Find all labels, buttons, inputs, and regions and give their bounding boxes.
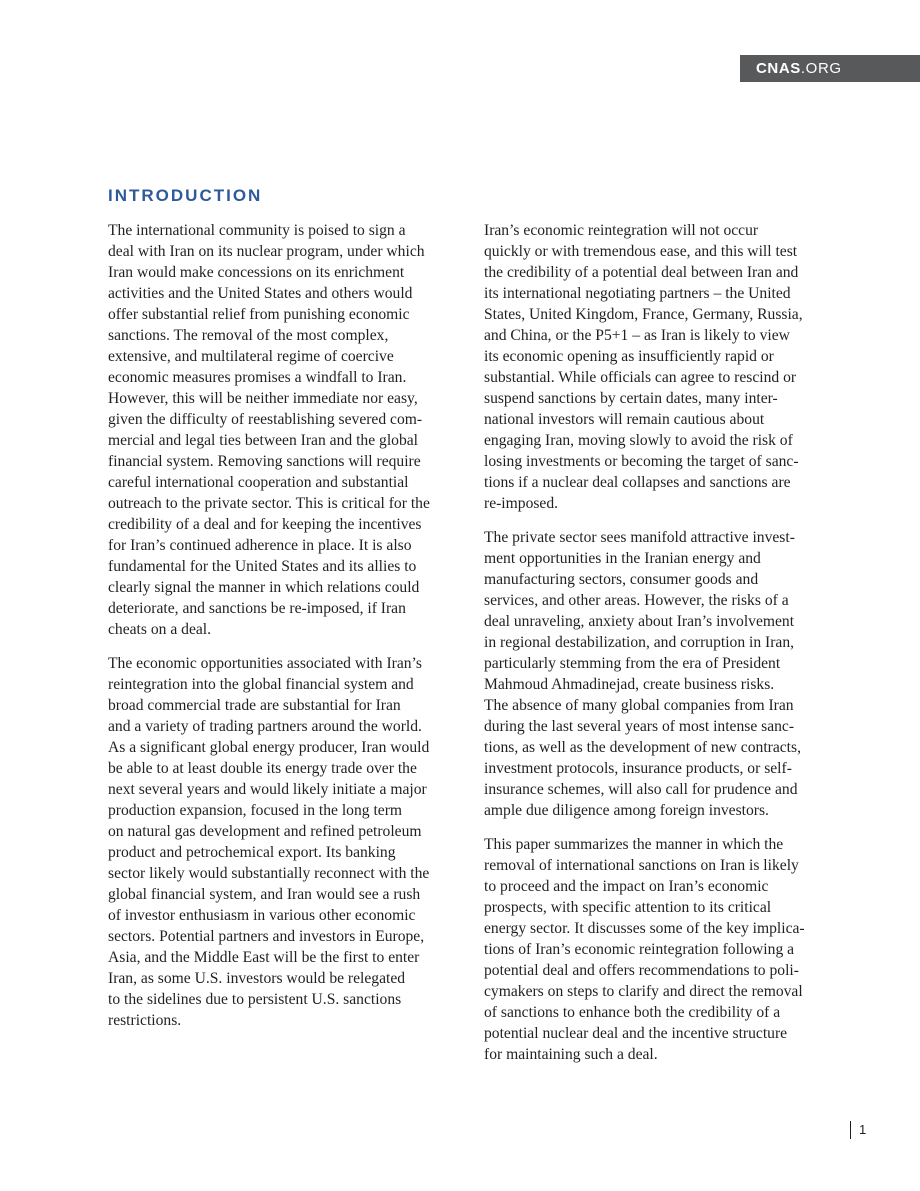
paragraph bbox=[108, 653, 452, 1031]
text-line: Iran’s economic reintegration will not occur bbox=[484, 222, 759, 239]
text-line: to proceed and the impact on Iran’s economic bbox=[484, 878, 769, 895]
text-line: Iran would make concessions on its enrichment bbox=[108, 264, 405, 281]
text-line: of sanctions to enhance both the credibility of a bbox=[484, 1004, 781, 1021]
text-line: losing investments or becoming the target of sanc- bbox=[484, 453, 799, 470]
text-line: clearly signal the manner in which relations could bbox=[108, 579, 420, 596]
text-line: However, this will be neither immediate nor easy, bbox=[108, 390, 418, 407]
text-line: its international negotiating partners – the United bbox=[484, 285, 791, 302]
section-title: INTRODUCTION bbox=[108, 186, 263, 205]
site-badge bbox=[740, 55, 920, 82]
paragraph bbox=[484, 834, 828, 1065]
text-line: and a variety of trading partners around the world. bbox=[108, 718, 422, 735]
left-column bbox=[108, 220, 452, 1044]
text-line: offer substantial relief from punishing economic bbox=[108, 306, 410, 323]
text-line: suspend sanctions by certain dates, many inter- bbox=[484, 390, 778, 407]
paragraph bbox=[484, 527, 828, 821]
text-line: substantial. While officials can agree to rescind or bbox=[484, 369, 797, 386]
text-line: given the difficulty of reestablishing severed com- bbox=[108, 411, 423, 428]
text-line: during the last several years of most intense sanc- bbox=[484, 718, 795, 735]
text-line: manufacturing sectors, consumer goods and bbox=[484, 571, 759, 588]
text-line: credibility of a deal and for keeping the incentives bbox=[108, 516, 422, 533]
text-line: As a significant global energy producer, Iran would bbox=[108, 739, 430, 756]
text-line: tions, as well as the development of new contracts, bbox=[484, 739, 801, 756]
text-line: deal unraveling, anxiety about Iran’s involvement bbox=[484, 613, 795, 630]
text-line: cheats on a deal. bbox=[108, 621, 212, 638]
text-line: prospects, with specific attention to its critical bbox=[484, 899, 772, 916]
text-line: to the sidelines due to persistent U.S. sanctions bbox=[108, 991, 402, 1008]
text-line: for maintaining such a deal. bbox=[484, 1046, 658, 1063]
text-line: deteriorate, and sanctions be re-imposed, if Iran bbox=[108, 600, 406, 617]
text-line: of investor enthusiasm in various other economic bbox=[108, 907, 416, 924]
text-line: potential nuclear deal and the incentive structure bbox=[484, 1025, 788, 1042]
text-line: on natural gas development and refined petroleum bbox=[108, 823, 422, 840]
text-line: Mahmoud Ahmadinejad, create business risks. bbox=[484, 676, 775, 693]
text-line: The absence of many global companies from Iran bbox=[484, 697, 794, 714]
text-line: national investors will remain cautious about bbox=[484, 411, 765, 428]
text-line: This paper summarizes the manner in which the bbox=[484, 836, 784, 853]
text-line: deal with Iran on its nuclear program, under which bbox=[108, 243, 425, 260]
paragraph bbox=[108, 220, 452, 640]
right-column bbox=[484, 220, 828, 1078]
text-line: The private sector sees manifold attractive invest- bbox=[484, 529, 795, 546]
site-badge-name: CNAS bbox=[756, 60, 801, 77]
text-line: tions if a nuclear deal collapses and sanctions are bbox=[484, 474, 791, 491]
text-line: and China, or the P5+1 – as Iran is likely to view bbox=[484, 327, 790, 344]
page-number: 1 bbox=[850, 1121, 866, 1139]
text-line: cymakers on steps to clarify and direct the removal bbox=[484, 983, 803, 1000]
text-line: States, United Kingdom, France, Germany, Russia, bbox=[484, 306, 803, 323]
text-line: insurance schemes, will also call for prudence and bbox=[484, 781, 798, 798]
text-line: tions of Iran’s economic reintegration following a bbox=[484, 941, 795, 958]
text-line: global financial system, and Iran would see a rush bbox=[108, 886, 421, 903]
text-line: activities and the United States and others would bbox=[108, 285, 413, 302]
text-line: ample due diligence among foreign investors. bbox=[484, 802, 769, 819]
text-line: Iran, as some U.S. investors would be relegated bbox=[108, 970, 406, 987]
text-line: next several years and would likely initiate a major bbox=[108, 781, 427, 798]
text-line: sector likely would substantially reconnect with the bbox=[108, 865, 430, 882]
site-badge-domain: .ORG bbox=[800, 60, 842, 77]
text-line: potential deal and offers recommendations to poli- bbox=[484, 962, 799, 979]
text-line: careful international cooperation and substantial bbox=[108, 474, 409, 491]
text-line: re-imposed. bbox=[484, 495, 559, 512]
text-line: particularly stemming from the era of President bbox=[484, 655, 781, 672]
text-line: removal of international sanctions on Iran is likely bbox=[484, 857, 799, 874]
text-line: outreach to the private sector. This is critical for the bbox=[108, 495, 430, 512]
text-line: broad commercial trade are substantial for Iran bbox=[108, 697, 401, 714]
text-line: reintegration into the global financial system and bbox=[108, 676, 414, 693]
paragraph bbox=[484, 220, 828, 514]
text-line: The international community is poised to sign a bbox=[108, 222, 406, 239]
text-line: for Iran’s continued adherence in place. It is also bbox=[108, 537, 412, 554]
text-line: the credibility of a potential deal between Iran and bbox=[484, 264, 799, 281]
text-line: quickly or with tremendous ease, and this will test bbox=[484, 243, 798, 260]
text-line: production expansion, focused in the long term bbox=[108, 802, 403, 819]
text-line: services, and other areas. However, the risks of a bbox=[484, 592, 789, 609]
text-line: restrictions. bbox=[108, 1012, 182, 1029]
text-line: investment protocols, insurance products, or self- bbox=[484, 760, 792, 777]
text-line: sectors. Potential partners and investors in Europe, bbox=[108, 928, 425, 945]
text-line: energy sector. It discusses some of the key implica- bbox=[484, 920, 805, 937]
text-line: engaging Iran, moving slowly to avoid the risk of bbox=[484, 432, 793, 449]
text-line: Asia, and the Middle East will be the first to enter bbox=[108, 949, 420, 966]
text-line: be able to at least double its energy trade over the bbox=[108, 760, 417, 777]
text-line: fundamental for the United States and its allies to bbox=[108, 558, 417, 575]
text-line: economic measures promises a windfall to Iran. bbox=[108, 369, 407, 386]
text-line: extensive, and multilateral regime of coercive bbox=[108, 348, 394, 365]
text-line: in regional destabilization, and corruption in Iran, bbox=[484, 634, 795, 651]
text-line: product and petrochemical export. Its banking bbox=[108, 844, 396, 861]
text-line: financial system. Removing sanctions will require bbox=[108, 453, 421, 470]
text-line: ment opportunities in the Iranian energy and bbox=[484, 550, 761, 567]
text-line: The economic opportunities associated with Iran’s bbox=[108, 655, 422, 672]
text-line: mercial and legal ties between Iran and the global bbox=[108, 432, 419, 449]
text-line: sanctions. The removal of the most complex, bbox=[108, 327, 389, 344]
text-line: its economic opening as insufficiently rapid or bbox=[484, 348, 774, 365]
